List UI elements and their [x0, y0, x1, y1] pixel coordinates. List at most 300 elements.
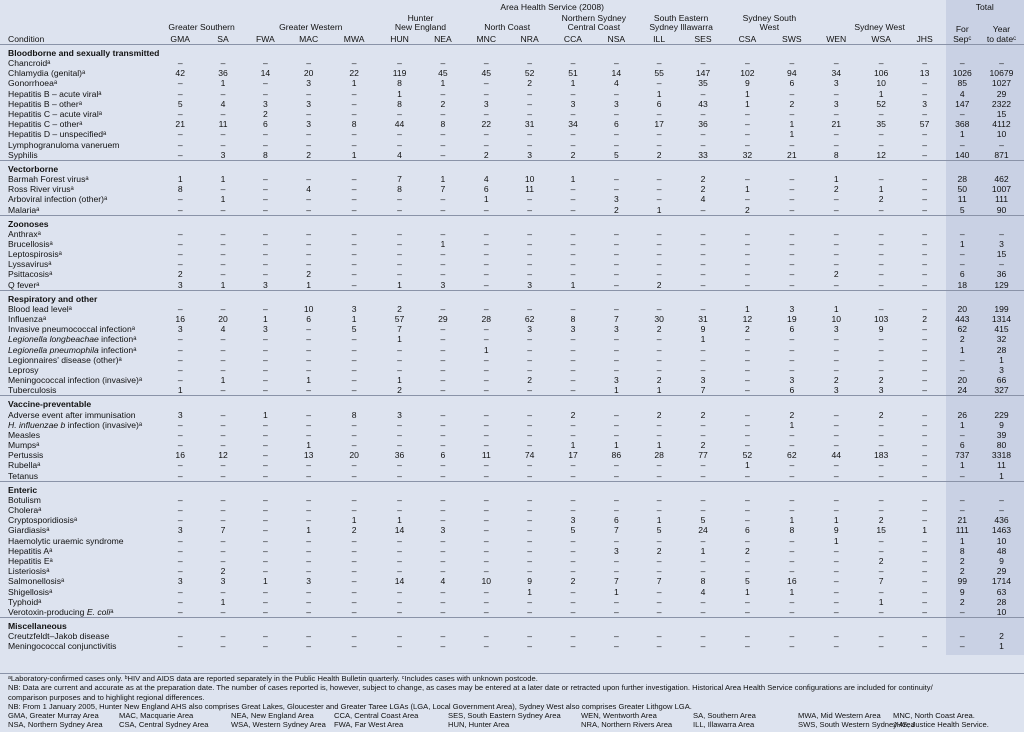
case-count: – — [745, 375, 750, 386]
case-count: 2 — [177, 269, 183, 280]
condition-name: Pertussis — [8, 450, 44, 461]
case-count: 62 — [946, 324, 979, 334]
case-count: 106 — [873, 68, 889, 79]
case-count: 2 — [656, 149, 662, 160]
case-count: 8 — [570, 314, 576, 325]
table-row — [0, 641, 1024, 651]
case-count: – — [946, 495, 979, 505]
case-count: – — [922, 375, 927, 386]
case-count: 2 — [833, 375, 839, 386]
case-count: – — [351, 249, 357, 260]
case-count: 10679 — [979, 68, 1024, 78]
condition-name: Mumpsᵃ — [8, 440, 40, 451]
case-count: 7 — [397, 324, 402, 335]
case-count: – — [789, 440, 795, 451]
case-count: – — [946, 365, 979, 375]
case-count: – — [833, 259, 839, 270]
case-count: – — [351, 566, 357, 577]
case-count: – — [220, 419, 226, 430]
case-count: – — [177, 596, 183, 607]
case-count: – — [656, 184, 662, 195]
case-count: – — [946, 631, 979, 641]
case-count: – — [789, 58, 795, 69]
abbreviation-row — [8, 720, 1024, 729]
case-count: – — [656, 78, 662, 89]
case-count: – — [878, 364, 884, 375]
case-count: – — [570, 249, 576, 260]
case-count: – — [833, 460, 839, 471]
case-count: 1 — [220, 596, 226, 607]
case-count: 42 — [175, 68, 185, 79]
case-count: 1 — [922, 525, 927, 536]
case-count: 8 — [397, 98, 402, 109]
case-count: – — [613, 58, 619, 69]
case-count: – — [700, 631, 706, 642]
case-count: – — [979, 259, 1024, 269]
condition-header: Condition — [8, 34, 45, 44]
case-count: – — [351, 429, 357, 440]
case-count: – — [656, 259, 662, 270]
case-count: – — [177, 460, 183, 471]
abbreviation: NEA, New England Area — [231, 711, 314, 721]
case-count: 43 — [698, 98, 708, 109]
case-count: 1 — [700, 334, 706, 345]
condition-name: Arboviral infection (other)ᵃ — [8, 194, 108, 205]
case-count: 2 — [878, 194, 884, 205]
case-count: – — [306, 505, 312, 516]
case-count: – — [570, 259, 576, 270]
table-row — [0, 375, 1024, 385]
case-count: – — [262, 515, 268, 526]
case-count: – — [833, 204, 839, 215]
case-count: 1 — [745, 88, 750, 99]
case-count: – — [306, 194, 312, 205]
case-count: 8 — [789, 525, 795, 536]
case-count: – — [483, 494, 489, 505]
case-count: 8 — [833, 149, 839, 160]
case-count: – — [613, 259, 619, 270]
case-count: 1 — [745, 98, 750, 109]
case-count: 8 — [397, 78, 402, 89]
case-count: – — [440, 88, 446, 99]
case-count: 3 — [789, 303, 795, 314]
case-count: – — [789, 364, 795, 375]
case-count: – — [483, 535, 489, 546]
case-count: 2 — [440, 98, 446, 109]
case-count: 35 — [698, 78, 708, 89]
area-group-header: Hunter New England — [394, 13, 447, 32]
case-count: 7 — [613, 525, 619, 536]
case-count: – — [922, 419, 927, 430]
condition-name: Hepatitis C – acute viralᵃ — [8, 109, 102, 120]
case-count: 6 — [613, 119, 619, 130]
case-count: 3 — [177, 279, 183, 290]
case-count: 3 — [306, 119, 312, 130]
case-count: – — [483, 631, 489, 642]
case-count: – — [397, 641, 402, 652]
case-count: 1 — [979, 641, 1024, 651]
abbreviation-row — [8, 711, 1024, 720]
case-count: 52 — [742, 450, 753, 461]
case-count: – — [745, 494, 750, 505]
case-count: – — [878, 173, 884, 184]
case-count: – — [177, 238, 183, 249]
column-code-header: FWA — [255, 34, 275, 44]
case-count: 2 — [613, 204, 619, 215]
case-count: – — [220, 460, 226, 471]
case-count: 1 — [570, 78, 576, 89]
case-count: 3 — [527, 324, 533, 335]
condition-name: Measles — [8, 429, 40, 440]
case-count: – — [656, 586, 662, 597]
case-count: – — [878, 139, 884, 150]
case-count: 3 — [440, 279, 446, 290]
case-count: 1 — [946, 420, 979, 430]
condition-name: Rubellaᵃ — [8, 460, 41, 471]
case-count: 3 — [527, 149, 533, 160]
case-count: 51 — [568, 68, 578, 79]
condition-name: Verotoxin-producing E. coliᵃ — [8, 606, 114, 617]
case-count: 3 — [613, 98, 619, 109]
case-count: – — [351, 139, 357, 150]
case-count: – — [483, 440, 489, 451]
case-count: – — [220, 238, 226, 249]
case-count: 35 — [876, 119, 886, 130]
case-count: 31 — [524, 119, 535, 130]
case-count: – — [700, 58, 706, 69]
case-count: – — [745, 119, 750, 130]
case-count: – — [946, 58, 979, 68]
case-count: 2 — [745, 324, 750, 335]
case-count: – — [440, 303, 446, 314]
case-count: 16 — [787, 576, 797, 587]
case-count: – — [946, 229, 979, 239]
case-count: – — [351, 58, 357, 69]
case-count: – — [397, 505, 402, 516]
case-count: 3 — [833, 324, 839, 335]
case-count: – — [220, 303, 226, 314]
case-count: – — [833, 545, 839, 556]
case-count: – — [700, 470, 706, 481]
case-count: – — [700, 269, 706, 280]
case-count: 3 — [570, 515, 576, 526]
case-count: 33 — [698, 149, 708, 160]
case-count: – — [789, 279, 795, 290]
case-count: – — [220, 204, 226, 215]
case-count: – — [220, 259, 226, 270]
table-row — [0, 430, 1024, 440]
case-count: – — [745, 631, 750, 642]
case-count: 119 — [392, 68, 407, 79]
case-count: – — [527, 228, 533, 239]
case-count: – — [306, 88, 312, 99]
case-count: 3 — [979, 365, 1024, 375]
case-count: 2 — [351, 525, 357, 536]
case-count: – — [527, 129, 533, 140]
case-count: – — [878, 129, 884, 140]
case-count: – — [262, 385, 268, 396]
case-count: – — [922, 545, 927, 556]
case-count: – — [397, 586, 402, 597]
case-count: – — [745, 194, 750, 205]
case-count: – — [351, 641, 357, 652]
area-group-header: Sydney West — [854, 22, 905, 32]
case-count: – — [745, 58, 750, 69]
case-count: 1 — [878, 184, 884, 195]
case-count: – — [613, 228, 619, 239]
case-count: 7 — [613, 314, 619, 325]
case-count: 3 — [262, 324, 268, 335]
case-count: – — [220, 641, 226, 652]
case-count: 1 — [789, 129, 795, 140]
case-count: – — [656, 173, 662, 184]
case-count: – — [527, 238, 533, 249]
case-count: 9 — [979, 556, 1024, 566]
case-count: 2 — [397, 385, 402, 396]
case-count: – — [177, 440, 183, 451]
case-count: 2 — [700, 184, 706, 195]
case-count: – — [527, 494, 533, 505]
case-count: – — [922, 204, 927, 215]
case-count: – — [922, 334, 927, 345]
case-count: 15 — [979, 249, 1024, 259]
case-count: 3 — [262, 98, 268, 109]
case-count: – — [979, 229, 1024, 239]
case-count: – — [397, 109, 402, 120]
case-count: – — [483, 470, 489, 481]
case-count: – — [220, 228, 226, 239]
case-count: 229 — [979, 409, 1024, 419]
case-count: 1 — [351, 78, 357, 89]
case-count: 24 — [698, 525, 708, 536]
case-count: – — [483, 334, 489, 345]
case-count: 1 — [789, 119, 795, 130]
case-count: 52 — [876, 98, 886, 109]
table-row — [0, 259, 1024, 269]
table-row — [0, 515, 1024, 525]
case-count: – — [527, 429, 533, 440]
condition-name: Legionella longbeachae infectionᵃ — [8, 334, 137, 345]
column-code-header: WEN — [826, 34, 847, 44]
case-count: – — [397, 259, 402, 270]
area-group-header: South Eastern Sydney Illawarra — [649, 13, 713, 32]
case-count: – — [656, 364, 662, 375]
case-count: – — [397, 440, 402, 451]
case-count: 1 — [220, 279, 226, 290]
case-count: 1 — [397, 375, 402, 386]
case-count: – — [570, 354, 576, 365]
column-code-header: CCA — [563, 34, 583, 44]
case-count: 28 — [654, 450, 664, 461]
case-count: – — [656, 58, 662, 69]
case-count: 50 — [946, 184, 979, 194]
case-count: – — [570, 238, 576, 249]
case-count: 22 — [481, 119, 492, 130]
table-row — [0, 239, 1024, 249]
case-count: – — [306, 586, 312, 597]
case-count: – — [922, 515, 927, 526]
case-count: – — [656, 460, 662, 471]
case-count: – — [878, 631, 884, 642]
case-count: – — [527, 354, 533, 365]
case-count: – — [878, 419, 884, 430]
case-count: – — [878, 566, 884, 577]
case-count: 4 — [700, 194, 706, 205]
table-row — [0, 99, 1024, 109]
case-count: – — [745, 409, 750, 420]
column-code-header: SES — [694, 34, 712, 44]
case-count: – — [656, 505, 662, 516]
case-count: 1 — [440, 78, 446, 89]
case-count: 2 — [570, 576, 576, 587]
case-count: 4 — [946, 89, 979, 99]
case-count: – — [570, 566, 576, 577]
case-count: – — [440, 606, 446, 617]
case-count: 5 — [613, 149, 619, 160]
case-count: – — [397, 555, 402, 566]
section-title: Zoonoses — [0, 215, 946, 229]
case-count: – — [878, 269, 884, 280]
case-count: 16 — [175, 314, 185, 325]
case-count: 6 — [306, 314, 312, 325]
case-count: – — [745, 505, 750, 516]
case-count: – — [789, 470, 795, 481]
case-count: – — [613, 269, 619, 280]
case-count: 36 — [979, 269, 1024, 279]
case-count: – — [527, 194, 533, 205]
case-count: – — [700, 505, 706, 516]
abbreviation: NRA, Northern Rivers Area — [581, 720, 673, 730]
case-count: 9 — [700, 324, 706, 335]
abbreviation: MAC, Macquarie Area — [119, 711, 194, 721]
case-count: – — [440, 460, 446, 471]
case-count: – — [700, 303, 706, 314]
case-count: – — [527, 606, 533, 617]
case-count: – — [570, 596, 576, 607]
case-count: – — [177, 194, 183, 205]
case-count: – — [351, 204, 357, 215]
case-count: – — [306, 385, 312, 396]
case-count: 2 — [220, 566, 226, 577]
case-count: – — [177, 505, 183, 516]
case-count: 1 — [262, 576, 268, 587]
case-count: – — [262, 194, 268, 205]
case-count: 66 — [979, 375, 1024, 385]
case-count: – — [527, 525, 533, 536]
case-count: – — [656, 429, 662, 440]
case-count: – — [656, 249, 662, 260]
case-count: 9 — [833, 525, 839, 536]
case-count: – — [789, 460, 795, 471]
case-count: 9 — [527, 576, 533, 587]
case-count: – — [922, 440, 927, 451]
case-count: 8 — [351, 409, 357, 420]
case-count: – — [262, 375, 268, 386]
case-count: 24 — [946, 385, 979, 396]
case-count: – — [833, 606, 839, 617]
case-count: 4 — [220, 324, 226, 335]
case-count: – — [220, 184, 226, 195]
case-count: – — [656, 631, 662, 642]
case-count: – — [262, 78, 268, 89]
case-count: – — [483, 249, 489, 260]
case-count: 44 — [394, 119, 405, 130]
case-count: – — [262, 641, 268, 652]
case-count: 10 — [979, 536, 1024, 546]
table-row — [0, 556, 1024, 566]
case-count: – — [745, 566, 750, 577]
case-count: – — [306, 555, 312, 566]
case-count: – — [613, 535, 619, 546]
case-count: – — [922, 555, 927, 566]
case-count: 16 — [175, 450, 185, 461]
case-count: – — [878, 238, 884, 249]
table-row — [0, 546, 1024, 556]
case-count: – — [570, 641, 576, 652]
case-count: – — [351, 173, 357, 184]
case-count: – — [656, 269, 662, 280]
case-count: 4 — [306, 184, 312, 195]
case-count: – — [351, 385, 357, 396]
case-count: 2 — [946, 597, 979, 607]
case-count: – — [306, 364, 312, 375]
case-count: – — [745, 555, 750, 566]
case-count: – — [570, 269, 576, 280]
case-count: – — [177, 606, 183, 617]
case-count: 443 — [946, 314, 979, 324]
abbreviation: JHS, Justice Health Service. — [893, 720, 989, 730]
case-count: – — [922, 78, 927, 89]
case-count: – — [745, 173, 750, 184]
case-count: – — [922, 535, 927, 546]
case-count: 6 — [656, 98, 662, 109]
table-row — [0, 607, 1024, 618]
case-count: – — [262, 184, 268, 195]
case-count: – — [979, 495, 1024, 505]
case-count: – — [306, 515, 312, 526]
case-count: – — [613, 555, 619, 566]
case-count: – — [483, 606, 489, 617]
case-count: – — [613, 354, 619, 365]
case-count: – — [440, 204, 446, 215]
case-count: 3 — [397, 409, 402, 420]
case-count: – — [946, 430, 979, 440]
case-count: – — [745, 641, 750, 652]
case-count: – — [440, 249, 446, 260]
case-count: 2 — [745, 545, 750, 556]
case-count: 1 — [979, 471, 1024, 482]
case-count: – — [262, 238, 268, 249]
case-count: – — [527, 470, 533, 481]
case-count: – — [527, 440, 533, 451]
case-count: – — [262, 228, 268, 239]
case-count: – — [397, 364, 402, 375]
year-to-date-header: Year to dateᶜ — [979, 14, 1024, 45]
case-count: – — [878, 535, 884, 546]
case-count: – — [440, 566, 446, 577]
case-count: – — [351, 494, 357, 505]
condition-name: Giardiasisᵃ — [8, 525, 50, 536]
case-count: 10 — [524, 173, 535, 184]
case-count: 14 — [394, 576, 405, 587]
case-count: – — [613, 429, 619, 440]
case-count: 2 — [656, 409, 662, 420]
table-row — [0, 385, 1024, 396]
case-count: – — [922, 460, 927, 471]
case-count: 6 — [789, 324, 795, 335]
case-count: – — [262, 525, 268, 536]
table-row — [0, 129, 1024, 139]
